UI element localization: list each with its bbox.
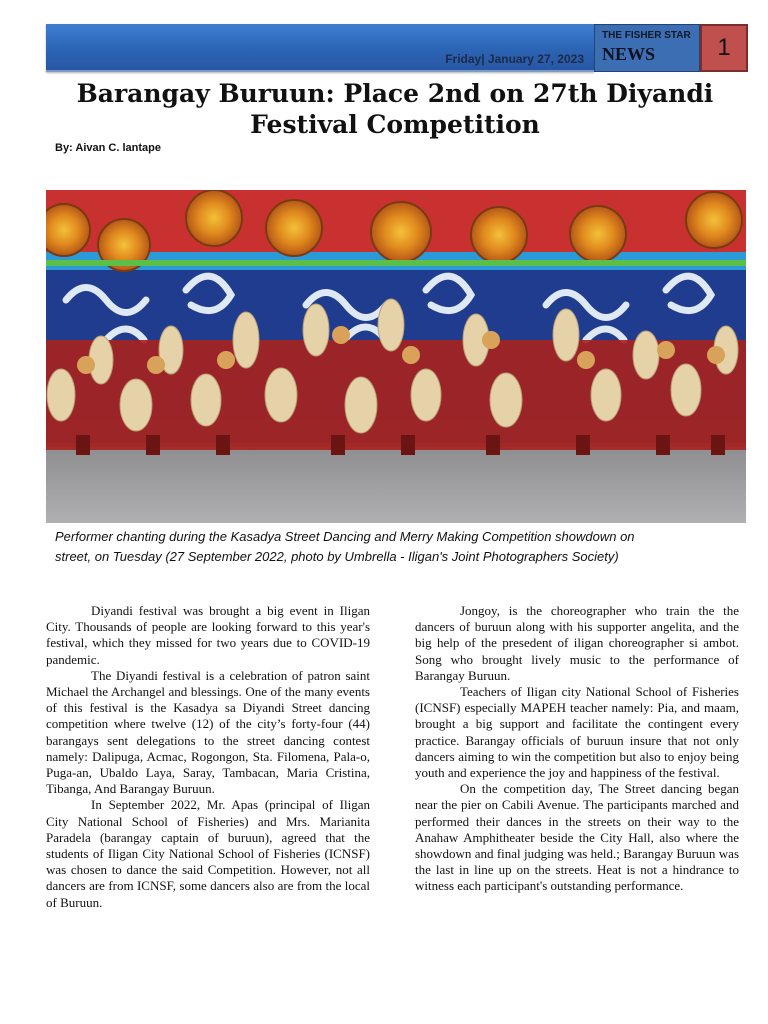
paragraph: Jongoy, is the choreographer who train the the dancers of buruun along with his supporter angelita, and the big help of the presedent of iligan choreographer si ambot. Song who brought lively music to the performance of Barangay Buruun. — [415, 603, 739, 683]
publication-name: THE FISHER STAR — [602, 30, 691, 41]
caption-line: Performer chanting during the Kasadya Street Dancing and Merry Making Competition showdown on — [55, 529, 635, 544]
article-column-right — [415, 603, 739, 895]
festival-photo — [46, 190, 746, 523]
section-name: NEWS — [602, 44, 656, 64]
article-headline: Barangay Buruun: Place 2nd on 27th Diyandi Festival Competition — [76, 79, 714, 139]
header-banner — [46, 24, 594, 72]
paragraph: On the competition day, The Street dancing began near the pier on Cabili Avenue. The participants marched and performed their dances in the streets on their way to the Anahaw Amphitheater beside the City Hall, also where the showdown and final judging was held.; Barangay Buruun was the last in line up on the streets. Heat is not a hindrance to witness each participant's outstanding performance. — [415, 781, 739, 894]
paragraph: In September 2022, Mr. Apas (principal of Iligan City National School of Fisheries) and Mrs. Marianita Paradela (barangay captain of buruun), agreed that the students of Iligan City National School of Fisheries (ICNSF) was chosen to dance the said Competition. However, not all dancers are from ICNSF, some dancers also are from the local of Buruun. — [46, 797, 370, 910]
page-number: 1 — [700, 24, 748, 72]
festival-photo-illustration — [46, 190, 746, 523]
paragraph: Diyandi festival was brought a big event in Iligan City. Thousands of people are looking forward to this year's festival, which they missed for two years due to COVID-19 pandemic. — [46, 603, 370, 667]
photo-caption — [55, 527, 745, 567]
issue-date: Friday| January 27, 2023 — [445, 52, 584, 66]
article-byline: By: Aivan C. lantape — [55, 142, 161, 154]
publication-badge — [594, 24, 700, 72]
caption-line: street, on Tuesday (27 September 2022, photo by Umbrella - Iligan's Joint Photographers Society) — [55, 549, 619, 564]
article-column-left — [46, 603, 370, 911]
paragraph: Teachers of Iligan city National School of Fisheries (ICNSF) especially MAPEH teacher namely: Pia, and maam, brought a big support and facilitate the contingent every practice. Barangay officials of buruun insure that not only dancers aiming to win the competition but also to enjoy being youth and experience the joy and happiness of the festival. — [415, 684, 739, 781]
paragraph: The Diyandi festival is a celebration of patron saint Michael the Archangel and blessings. One of the many events of this festival is the Kasadya sa Diyandi Street dancing competition where twelve (12) of the city’s forty-four (44) barangays sent delegations to the street dancing contest namely: Dalipuga, Acmac, Rogongon, Sta. Filomena, Pala-o, Puga-an, Ubaldo Laya, Saray, Tambacan, Maria Cristina, Tibanga, And Barangay Buruun. — [46, 667, 370, 797]
